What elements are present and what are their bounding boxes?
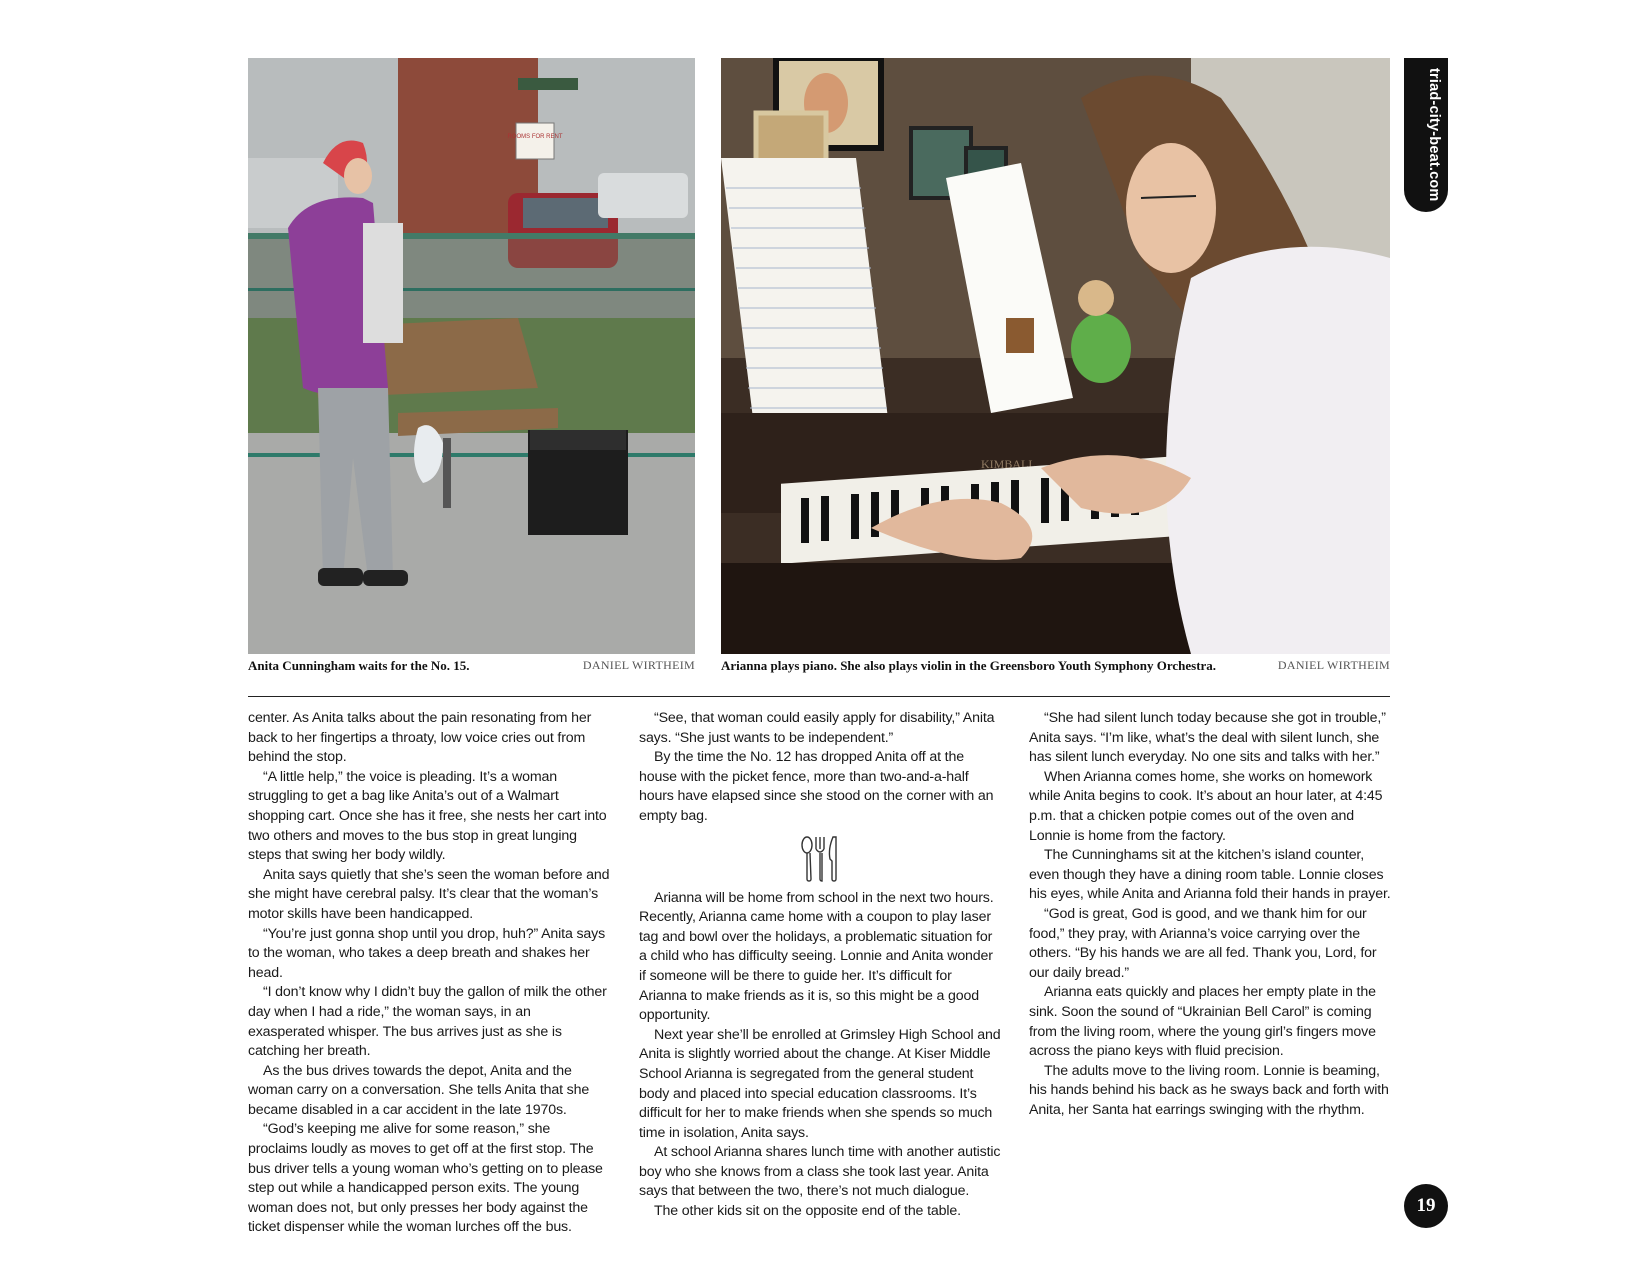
paragraph: “She had silent lunch today because she got in trouble,” Anita says. “I’m like, what’s the deal with silent lunch, she has silent lunch everyday. No one sits and talks with her.” (1029, 710, 1386, 766)
rent-sign-text: ROOMS FOR RENT (507, 134, 563, 140)
paragraph: “A little help,” the voice is pleading. It’s a woman struggling to get a bag like Anita’s out of a Walmart shopping cart. Once she has it free, she nests her cart into two others and moves to the bus stop in great lunging steps that swing her body wildly. (248, 768, 607, 864)
article-column-1 (248, 709, 610, 1238)
article-column-2 (639, 709, 1001, 1222)
paragraph: “God is great, God is good, and we thank him for our food,” they pray, with Arianna’s voice carrying over the others. “By his hands we are all fed. Thank you, Lord, for our daily bread.” (1029, 905, 1377, 981)
piano-illustration (721, 58, 1390, 654)
photo-credit: DANIEL WIRTHEIM (1277, 658, 1390, 672)
site-tab (1404, 58, 1448, 212)
paragraph: As the bus drives towards the depot, Anita and the woman carry on a conversation. She tells Anita that she became disabled in a car accident in the late 1970s. (248, 1062, 590, 1118)
page-number: 19 (1404, 1184, 1448, 1228)
paragraph: Next year she’ll be enrolled at Grimsley High School and Anita is slightly worried about the change. At Kiser Middle School Arianna is segregated from the general student body and placed into special education classrooms. It’s difficult for her to make friends when she spends so much time in isolation, Anita says. (639, 1026, 1001, 1141)
paragraph: “See, that woman could easily apply for disability,” Anita says. “She just wants to be independent.” (639, 710, 995, 746)
piano-brand-text: KIMBALL (981, 457, 1036, 471)
photo-arianna-piano (721, 58, 1390, 654)
caption-rule (248, 696, 1390, 697)
paragraph: “I don’t know why I didn’t buy the gallon of milk the other day when I had a ride,” the woman says, in an exasperated whisper. The bus arrives just as she is catching her breath. (248, 984, 607, 1060)
site-label: triad-city-beat.com (1426, 68, 1442, 202)
paragraph: The adults move to the living room. Lonnie is beaming, his hands behind his back as he sways back and forth with Anita, her Santa hat earrings swinging with the rhythm. (1029, 1062, 1389, 1118)
paragraph: “God’s keeping me alive for some reason,” she proclaims loudly as moves to get off at the first stop. The bus driver tells a young woman who’s getting on to please step out while a handicapped person exits. The young woman does not, but only presses her body against the ticket dispenser while the woman lurches off the bus. (248, 1121, 603, 1236)
paragraph: The Cunninghams sit at the kitchen’s island counter, even though they have a dining room table. Lonnie closes his eyes, while Anita and Arianna fold their hands in prayer. (1029, 847, 1391, 903)
paragraph: The other kids sit on the opposite end of the table. (654, 1203, 961, 1220)
paragraph: center. As Anita talks about the pain resonating from her back to her fingertips a throaty, low voice cries out from behind the stop. (248, 710, 592, 766)
photo-anita-bus-stop (248, 58, 695, 654)
article-column-3 (1029, 709, 1391, 1120)
paragraph: Arianna eats quickly and places her empty plate in the sink. Soon the sound of “Ukrainian Bell Carol” is coming from the living room, where the young girl’s fingers move across the piano keys with fluid precision. (1029, 984, 1376, 1060)
paragraph: When Arianna comes home, she works on homework while Anita begins to cook. It’s about an hour later, at 4:45 p.m. that a chicken potpie comes out of the oven and Lonnie is home from the factory. (1029, 768, 1383, 844)
photo-credit: DANIEL WIRTHEIM (582, 658, 695, 672)
utensils-icon (798, 835, 842, 883)
paragraph: Anita says quietly that she’s seen the woman before and she might have cerebral palsy. It’s clear that the woman’s motor skills have been handicapped. (248, 866, 610, 922)
bus-stop-illustration (248, 58, 695, 654)
paragraph: Arianna will be home from school in the next two hours. Recently, Arianna came home with a coupon to play laser tag and bowl over the holidays, a problematic situation for a child who has difficulty seeing. Lonnie and Anita wonder if someone will be there to guide her. It’s difficult for Arianna to make friends as it is, so this might be a good opportunity. (639, 889, 994, 1024)
photo-caption: Anita Cunningham waits for the No. 15. (248, 658, 470, 673)
paragraph: At school Arianna shares lunch time with another autistic boy who she knows from a class she took last year. Anita says that between the two, there’s not much dialogue. (639, 1144, 1001, 1200)
paragraph: By the time the No. 12 has dropped Anita off at the house with the picket fence, more than two-and-a-half hours have elapsed since she stood on the corner with an empty bag. (639, 749, 994, 824)
paragraph: “You’re just gonna shop until you drop, huh?” Anita says to the woman, who takes a deep breath and shakes her head. (248, 925, 606, 981)
photo-caption: Arianna plays piano. She also plays violin in the Greensboro Youth Symphony Orchestra. (721, 658, 1217, 673)
